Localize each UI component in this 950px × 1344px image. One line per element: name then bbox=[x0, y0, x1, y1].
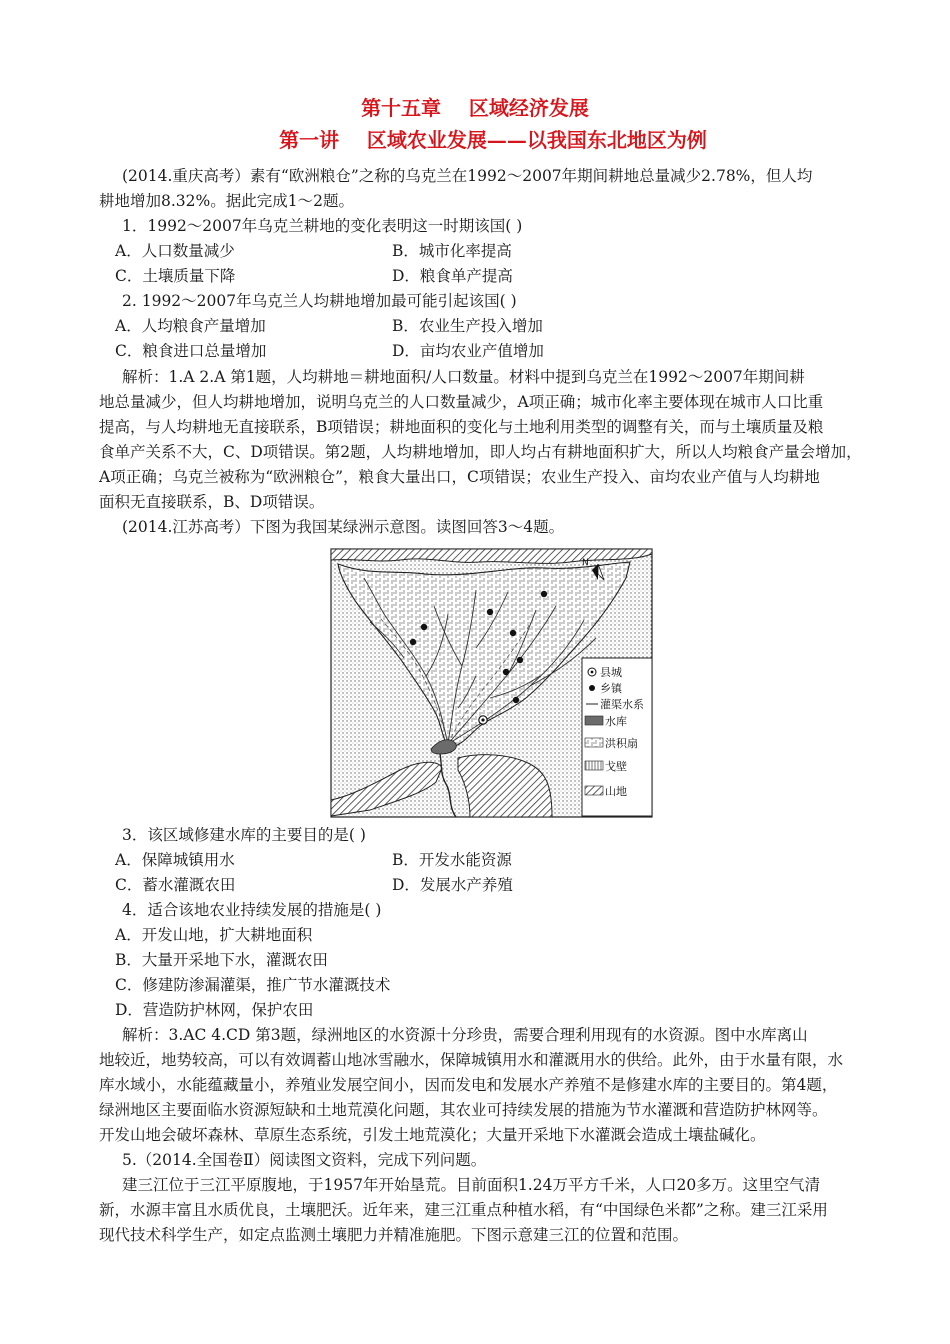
town-dot bbox=[541, 591, 547, 597]
analysis-2-line: 地较近，地势较高，可以有效调蓄山地冰雪融水，保障城镇用水和灌溉用水的供给。此外，由于水量有限，水 bbox=[99, 1051, 844, 1069]
analysis-1-line: A项正确；乌克兰被称为“欧洲粮仓”，粮食大量出口，C项错误；农业生产投入、亩均农业产值与人均耕地 bbox=[99, 468, 820, 486]
question-4-option-c: C．修建防渗漏灌渠，推广节水灌溉技术 bbox=[115, 976, 391, 994]
question-3-option-b: B．开发水能资源 bbox=[392, 851, 512, 869]
town-dot bbox=[517, 657, 523, 663]
analysis-1-line: 食单产关系不大，C、D项错误。第2题，人均耕地增加，即人均占有耕地面积扩大，所以人均粮食产量会增加， bbox=[99, 443, 862, 461]
north-label: N bbox=[582, 558, 589, 568]
question-1-stem: 1．1992～2007年乌克兰耕地的变化表明这一时期该国( ) bbox=[122, 217, 523, 235]
town-dot bbox=[421, 624, 427, 630]
legend-label: 县城 bbox=[600, 666, 622, 679]
question-1-option-c: C．土壤质量下降 bbox=[115, 267, 236, 285]
legend-label: 乡镇 bbox=[600, 682, 622, 695]
analysis-1-line: 提高，与人均耕地无直接联系，B项错误；耕地面积的变化与土地利用类型的调整有关，而与土壤质量及粮 bbox=[99, 418, 824, 436]
question-2-option-b: B．农业生产投入增加 bbox=[392, 317, 543, 335]
town-dot bbox=[487, 609, 493, 615]
passage-2: (2014.江苏高考）下图为我国某绿洲示意图。读图回答3～4题。 bbox=[122, 518, 565, 536]
question-4-option-a: A．开发山地，扩大耕地面积 bbox=[115, 926, 313, 944]
question-2-option-a: A．人均粮食产量增加 bbox=[115, 317, 266, 335]
question-2-option-c: C．粮食进口总量增加 bbox=[115, 342, 267, 360]
legend-label: 戈壁 bbox=[605, 760, 627, 773]
question-2-option-d: D．亩均农业产值增加 bbox=[392, 342, 544, 360]
question-4-option-d: D．营造防护林网，保护农田 bbox=[115, 1001, 314, 1019]
question-5-line: 新，水源丰富且水质优良，土壤肥沃。近年来，建三江重点种植水稻，有“中国绿色米都”之称。建三江采用 bbox=[99, 1201, 828, 1219]
question-3-stem: 3．该区域修建水库的主要目的是( ) bbox=[122, 826, 366, 844]
question-1-option-d: D．粮食单产提高 bbox=[392, 267, 513, 285]
question-4-option-b: B．大量开采地下水，灌溉农田 bbox=[115, 951, 328, 969]
analysis-2-line: 绿洲地区主要面临水资源短缺和土地荒漠化问题，其农业可持续发展的措施为节水灌溉和营造防护林网等。 bbox=[99, 1101, 828, 1119]
legend-label: 灌渠水系 bbox=[600, 698, 644, 711]
town-dot bbox=[510, 630, 516, 636]
lecture-title: 第一讲 区域农业发展——以我国东北地区为例 bbox=[279, 128, 707, 152]
question-5-line: 建三江位于三江平原腹地，于1957年开始垦荒。目前面积1.24万平方千米，人口20多万。这里空气清 bbox=[122, 1176, 821, 1194]
passage-1-line: (2014.重庆高考）素有“欧洲粮仓”之称的乌克兰在1992～2007年期间耕地总量减少2.78%，但人均 bbox=[122, 167, 813, 185]
legend-label: 山地 bbox=[605, 785, 627, 798]
question-3-option-a: A．保障城镇用水 bbox=[115, 851, 235, 869]
analysis-2-line: 库水域小，水能蕴藏量小，养殖业发展空间小，因而发电和发展水产养殖不是修建水库的主要目的。第4题， bbox=[99, 1076, 838, 1094]
question-5-stem: 5.（2014.全国卷Ⅱ）阅读图文资料，完成下列问题。 bbox=[122, 1151, 487, 1169]
question-1-option-a: A．人口数量减少 bbox=[115, 242, 235, 260]
legend-label: 洪积扇 bbox=[605, 737, 638, 750]
question-4-stem: 4．适合该地农业持续发展的措施是( ) bbox=[122, 901, 382, 919]
town-dot bbox=[513, 697, 519, 703]
analysis-1-line: 面积无直接联系，B、D项错误。 bbox=[99, 493, 325, 511]
question-2-stem: 2. 1992～2007年乌克兰人均耕地增加最可能引起该国( ) bbox=[122, 292, 517, 310]
town-dot bbox=[410, 639, 416, 645]
map-legend bbox=[582, 658, 652, 816]
analysis-2-line: 解析：3.AC 4.CD 第3题，绿洲地区的水资源十分珍贵，需要合理利用现有的水资源。图中水库离山 bbox=[122, 1026, 808, 1044]
analysis-1-line: 地总量减少，但人均耕地增加，说明乌克兰的人口数量减少，A项正确；城市化率主要体现在城市人口比重 bbox=[99, 393, 824, 411]
analysis-2-line: 开发山地会破坏森林、草原生态系统，引发土地荒漠化；大量开采地下水灌溉会造成土壤盐碱化。 bbox=[99, 1126, 766, 1144]
question-3-option-d: D．发展水产养殖 bbox=[392, 876, 513, 894]
legend-label: 水库 bbox=[605, 715, 627, 728]
question-5-line: 现代技术科学生产，如定点监测土壤肥力并精准施肥。下图示意建三江的位置和范围。 bbox=[99, 1226, 689, 1244]
oasis-map bbox=[330, 548, 653, 818]
question-1-option-b: B．城市化率提高 bbox=[392, 242, 512, 260]
passage-1-line: 耕地增加8.32%。据此完成1～2题。 bbox=[99, 192, 354, 210]
analysis-1-line: 解析：1.A 2.A 第1题，人均耕地＝耕地面积/人口数量。材料中提到乌克兰在1992～2007年期间耕 bbox=[122, 368, 805, 386]
question-3-option-c: C．蓄水灌溉农田 bbox=[115, 876, 236, 894]
town-dot bbox=[503, 669, 509, 675]
chapter-title: 第十五章 区域经济发展 bbox=[361, 96, 589, 120]
